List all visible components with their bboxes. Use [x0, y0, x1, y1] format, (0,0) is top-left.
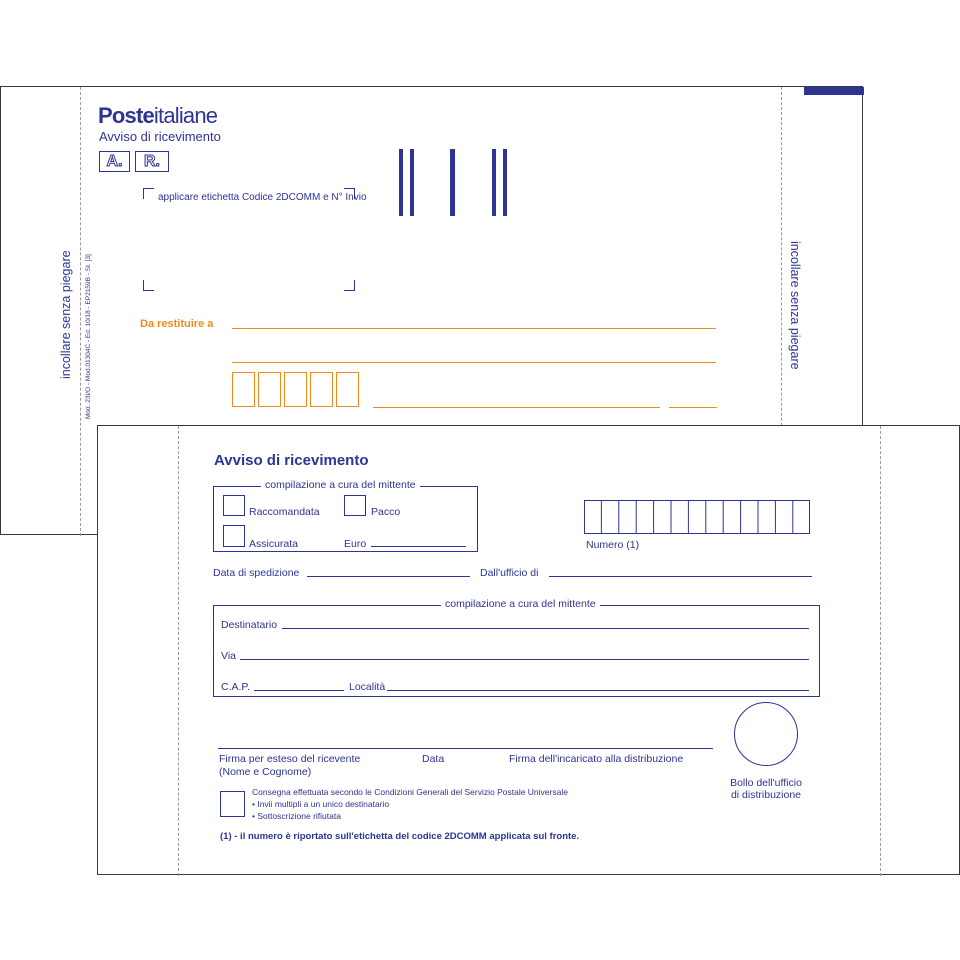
brand-logo — [98, 103, 217, 129]
return-zip-box-4[interactable] — [310, 372, 333, 407]
shipping-date-label: Data di spedizione — [213, 567, 300, 579]
return-line-1 — [232, 328, 716, 329]
badge-a-text: A. — [106, 152, 123, 170]
delivery-option-2: • Sottoscrizione rifiutata — [252, 811, 341, 821]
badge-r — [135, 151, 169, 172]
recipient-box — [213, 605, 820, 697]
insured-checkbox[interactable] — [223, 525, 245, 547]
number-box-dividers — [584, 500, 810, 534]
from-office-line[interactable] — [549, 576, 812, 577]
return-city-line — [373, 407, 660, 408]
city-label: Località — [349, 681, 386, 693]
return-label: Da restituire a — [140, 318, 214, 330]
city-line[interactable] — [387, 690, 809, 691]
return-line-2 — [232, 362, 716, 363]
stamp-label-1: Bollo dell'ufficio — [730, 777, 802, 789]
street-line[interactable] — [240, 659, 809, 660]
return-province-line — [669, 407, 717, 408]
badge-r-text: R. — [144, 152, 160, 170]
side-text-right: incollare senza piegare — [788, 241, 802, 370]
signature-line[interactable] — [218, 748, 713, 749]
zip-line[interactable] — [254, 690, 344, 691]
parcel-checkbox[interactable] — [344, 495, 366, 516]
front-fold-line-right — [880, 426, 881, 876]
label-corner-br — [344, 280, 355, 291]
recipient-label: Destinatario — [221, 619, 278, 631]
edge-marker — [804, 87, 864, 95]
return-zip-box-1[interactable] — [232, 372, 255, 407]
insured-label: Assicurata — [249, 538, 299, 550]
zip-label: C.A.P. — [221, 681, 250, 693]
stamp-circle — [734, 702, 798, 766]
stamp-label-2: di distribuzione — [730, 789, 802, 801]
currency-label: Euro — [344, 538, 367, 550]
footnote: (1) - il numero è riportato sull'etichetta del codice 2DCOMM applicata sul fronte. — [220, 831, 580, 842]
delivery-option-1: • Invii multipli a un unico destinatario — [252, 799, 390, 809]
fold-line-left — [80, 87, 81, 536]
delivery-checkbox[interactable] — [220, 791, 245, 817]
delivery-title: Consegna effettuata secondo le Condizioni Generali del Servizio Postale Universale — [252, 787, 568, 797]
badge-a — [99, 151, 130, 172]
parcel-label: Pacco — [371, 506, 401, 518]
brand-light: italiane — [153, 103, 218, 128]
currency-line[interactable] — [371, 546, 466, 547]
carrier-signature-label: Firma dell'incaricato alla distribuzione — [509, 753, 684, 765]
back-subtitle: Avviso di ricevimento — [99, 129, 221, 144]
label-corner-tl — [143, 188, 154, 199]
signature-label: Firma per esteso del ricevente — [219, 753, 361, 765]
recipient-line[interactable] — [282, 628, 809, 629]
front-card — [97, 425, 960, 875]
return-zip-box-2[interactable] — [258, 372, 281, 407]
return-zip-box-3[interactable] — [284, 372, 307, 407]
return-zip-box-5[interactable] — [336, 372, 359, 407]
registered-label: Raccomandata — [249, 506, 320, 518]
front-fold-line-left — [178, 426, 179, 876]
label-corner-bl — [143, 280, 154, 291]
shipping-date-line[interactable] — [307, 576, 470, 577]
sender-box-heading: compilazione a cura del mittente — [261, 479, 420, 491]
from-office-label: Dall'ufficio di — [480, 567, 539, 579]
date-label: Data — [422, 753, 445, 765]
front-title: Avviso di ricevimento — [214, 452, 369, 469]
number-label: Numero (1) — [586, 539, 640, 551]
signature-sublabel: (Nome e Cognome) — [219, 766, 312, 778]
street-label: Via — [221, 650, 236, 662]
registered-checkbox[interactable] — [223, 495, 245, 516]
barcode-bars — [396, 149, 516, 217]
label-instruction: applicare etichetta Codice 2DCOMM e N° Invio — [158, 192, 367, 203]
recipient-box-heading: compilazione a cura del mittente — [441, 598, 600, 610]
form-code: Mod. 23I/O - Mod.01304C - Ed. 10/18 - EP2159B - St. [3] — [85, 254, 92, 419]
brand-bold: Poste — [98, 103, 154, 128]
side-text-left: incollare senza piegare — [59, 250, 73, 379]
